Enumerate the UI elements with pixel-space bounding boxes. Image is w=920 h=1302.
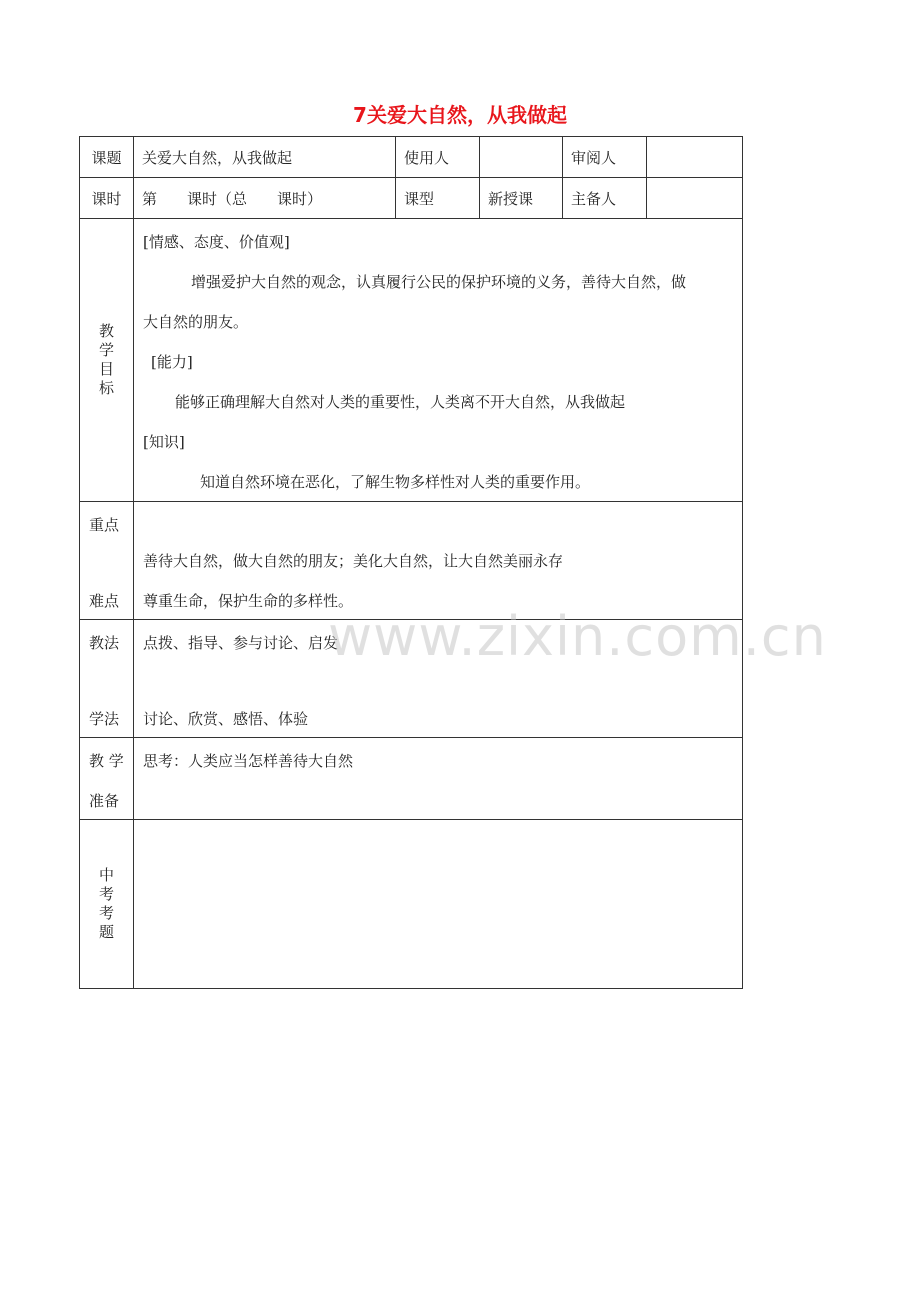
- preparer-value: [647, 178, 743, 219]
- key-points-content: [134, 502, 743, 620]
- topic-value: 关爱大自然，从我做起: [134, 137, 396, 178]
- difficulty-label: 难点: [89, 592, 120, 610]
- exam-label: 中考考题: [99, 866, 115, 941]
- watermark: www.zixin.com.cn: [328, 605, 827, 668]
- difficulty-text: 尊重生命，保护生命的多样性。: [143, 592, 354, 610]
- exam-label-cell: [80, 820, 134, 989]
- type-value: 新授课: [480, 178, 563, 219]
- emotion-heading: [情感、态度、价值观]: [143, 233, 290, 251]
- emotion-line-2: 大自然的朋友。: [143, 313, 249, 331]
- topic-label: 课题: [80, 137, 134, 178]
- key-point-label: 重点: [89, 516, 120, 534]
- preparation-value: 思考：人类应当怎样善待大自然: [143, 752, 354, 770]
- objectives-content: [134, 219, 743, 502]
- preparation-content: [134, 738, 743, 820]
- key-points-row: [80, 502, 743, 620]
- header-row-topic: [80, 137, 743, 178]
- learn-method-value: 讨论、欣赏、感悟、体验: [143, 710, 309, 728]
- methods-label-cell: [80, 620, 134, 738]
- user-label: 使用人: [396, 137, 480, 178]
- ability-text: 能够正确理解大自然对人类的重要性，人类离不开大自然，从我做起: [175, 393, 626, 411]
- exam-row: [80, 820, 743, 989]
- preparation-label-2: 准备: [89, 792, 120, 810]
- document-title: 7关爱大自然，从我做起: [353, 103, 567, 127]
- key-points-label-cell: [80, 502, 134, 620]
- knowledge-heading: [知识]: [143, 433, 185, 451]
- ability-heading: [能力]: [151, 353, 193, 371]
- objectives-label: 教学目标: [99, 322, 115, 397]
- objectives-label-cell: [80, 219, 134, 502]
- user-value: [480, 137, 563, 178]
- reviewer-value: [647, 137, 743, 178]
- teach-method-value: 点拨、指导、参与讨论、启发: [143, 634, 339, 652]
- learn-method-label: 学法: [89, 710, 120, 728]
- preparation-row: [80, 738, 743, 820]
- lesson-plan-table: [79, 136, 743, 989]
- knowledge-text: 知道自然环境在恶化，了解生物多样性对人类的重要作用。: [200, 473, 591, 491]
- header-row-period: [80, 178, 743, 219]
- objectives-row: [80, 219, 743, 502]
- period-label: 课时: [80, 178, 134, 219]
- preparation-label-cell: [80, 738, 134, 820]
- reviewer-label: 审阅人: [563, 137, 647, 178]
- exam-content: [134, 820, 743, 989]
- type-label: 课型: [396, 178, 480, 219]
- emotion-line-1: 增强爱护大自然的观念，认真履行公民的保护环境的义务，善待大自然，做: [191, 273, 687, 291]
- period-value: 第 课时（总 课时）: [134, 178, 396, 219]
- teach-method-label: 教法: [89, 634, 120, 652]
- key-point-text: 善待大自然，做大自然的朋友；美化大自然，让大自然美丽永存: [143, 552, 564, 570]
- preparation-label-1: 教 学: [89, 752, 124, 770]
- preparer-label: 主备人: [563, 178, 647, 219]
